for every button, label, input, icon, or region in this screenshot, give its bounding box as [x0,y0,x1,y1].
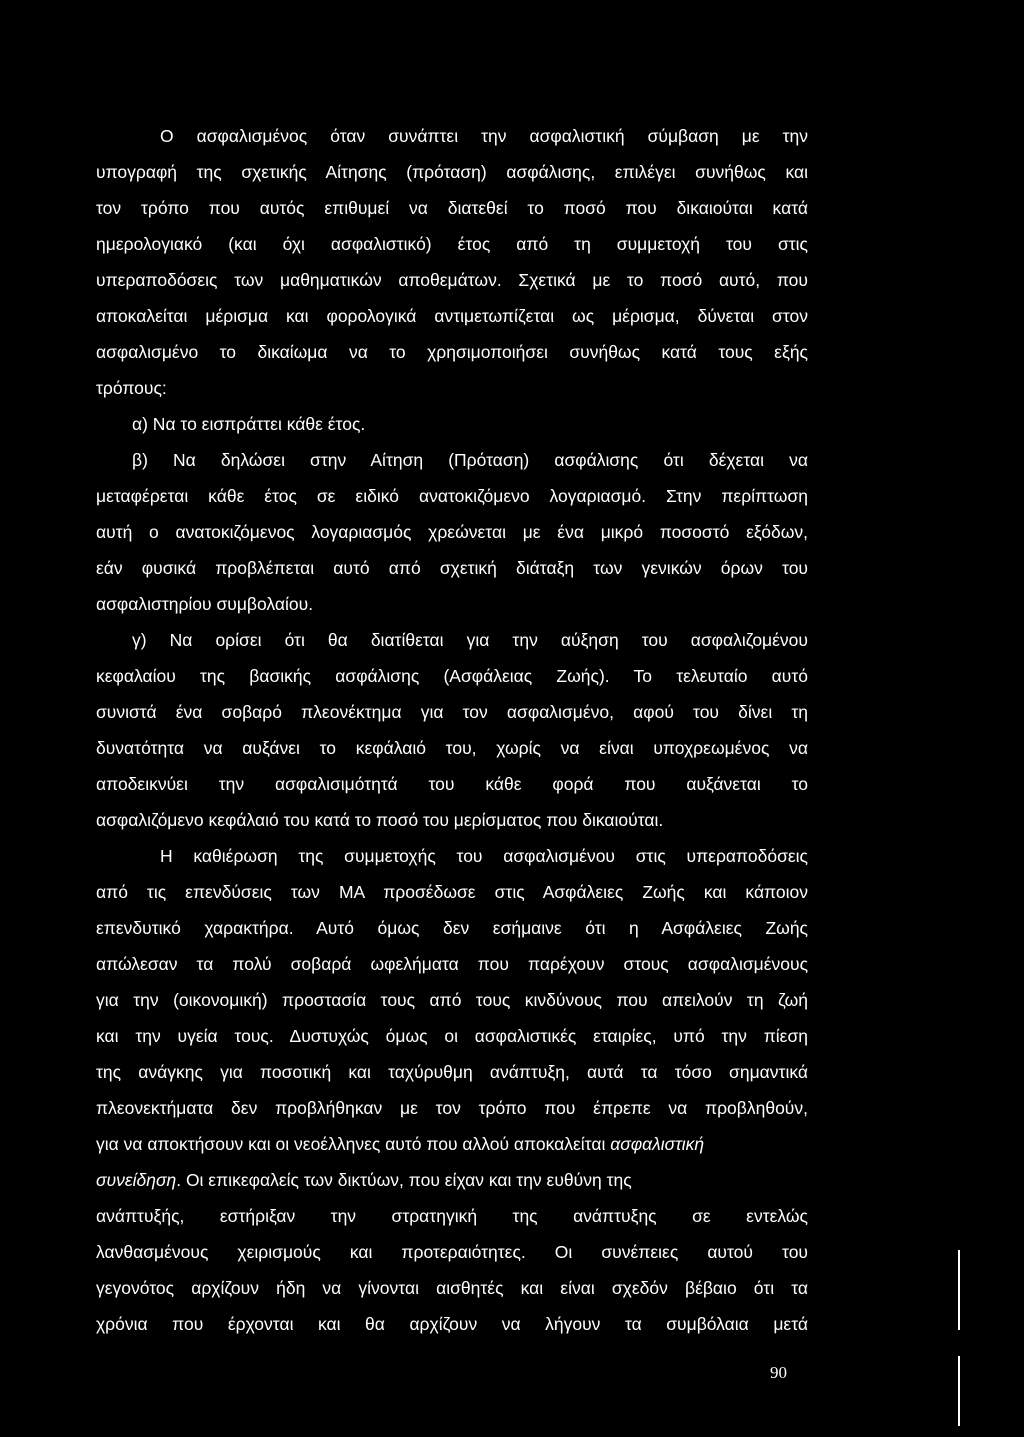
paragraph-line: ασφαλισμένο το δικαίωμα να το χρησιμοποιήσει συνήθως κατά τους εξής [96,342,808,362]
text-run: για να αποκτήσουν και οι νεοέλληνες αυτό που αλλού αποκαλείται [96,1134,606,1154]
paragraph-line [96,1132,704,1156]
paragraph-line: εάν φυσικά προβλέπεται αυτό από σχετική διάταξη των γενικών όρων του [96,558,808,578]
paragraph-line: της ανάγκης για ποσοτική και ταχύρυθμη ανάπτυξη, αυτά τα τόσο σημαντικά [96,1062,808,1082]
list-item-a: α) Να το εισπράττει κάθε έτος. [132,414,366,434]
paragraph-line: και την υγεία τους. Δυστυχώς όμως οι ασφαλιστικές εταιρίες, υπό την πίεση [96,1026,808,1046]
paragraph-line: από τις επενδύσεις των ΜΑ προσέδωσε στις Ασφάλειες Ζωής και κάποιον [96,882,808,902]
page-number: 90 [770,1363,787,1382]
list-item-b: β) Να δηλώσει στην Αίτηση (Πρόταση) ασφάλισης ότι δέχεται να [132,450,808,470]
paragraph-line: κεφαλαίου της βασικής ασφάλισης (Ασφάλειας Ζωής). Το τελευταίο αυτό [96,666,808,686]
paragraph-line: δυνατότητα να αυξάνει το κεφάλαιό του, χωρίς να είναι υποχρεωμένος να [96,738,808,758]
text-run: . Οι επικεφαλείς των δικτύων, που είχαν και την ευθύνη της [176,1170,632,1190]
paragraph-line: χρόνια που έρχονται και θα αρχίζουν να λήγουν τα συμβόλαια μετά [96,1314,808,1334]
paragraph-line: ημερολογιακό (και όχι ασφαλιστικό) έτος από τη συμμετοχή του στις [96,234,808,254]
paragraph-line: συνιστά ένα σοβαρό πλεονέκτημα για τον ασφαλισμένο, αφού του δίνει τη [96,702,808,722]
scan-edge-mark [958,1356,960,1426]
paragraph-line: υπεραποδόσεις των μαθηματικών αποθεμάτων. Σχετικά με το ποσό αυτό, που [96,270,808,290]
paragraph-line: Η καθιέρωση της συμμετοχής του ασφαλισμένου στις υπεραποδόσεις [160,846,808,866]
paragraph-line: αυτή ο ανατοκιζόμενος λογαριασμός χρεώνεται με ένα μικρό ποσοστό εξόδων, [96,522,808,542]
paragraph-line: Ο ασφαλισμένος όταν συνάπτει την ασφαλιστική σύμβαση με την [160,126,808,146]
list-item-c: γ) Να ορίσει ότι θα διατίθεται για την αύξηση του ασφαλιζομένου [132,630,808,650]
paragraph-line: απώλεσαν τα πολύ σοβαρά ωφελήματα που παρέχουν στους ασφαλισμένους [96,954,808,974]
paragraph-line: ασφαλιζόμενο κεφάλαιό του κατά το ποσό του μερίσματος που δικαιούται. [96,810,664,830]
paragraph-line: τον τρόπο που αυτός επιθυμεί να διατεθεί το ποσό που δικαιούται κατά [96,198,808,218]
paragraph-line: αποδεικνύει την ασφαλισιμότητά του κάθε φορά που αυξάνεται το [96,774,808,794]
paragraph-line: για την (οικονομική) προστασία τους από τους κινδύνους που απειλούν τη ζωή [96,990,808,1010]
scan-edge-mark [958,1250,960,1330]
paragraph-line: μεταφέρεται κάθε έτος σε ειδικό ανατοκιζόμενο λογαριασμό. Στην περίπτωση [96,486,808,506]
paragraph-line: τρόπους: [96,378,167,398]
paragraph-line: γεγονότος αρχίζουν ήδη να γίνονται αισθητές και είναι σχεδόν βέβαιο ότι τα [96,1278,808,1298]
italic-term: ασφαλιστική [610,1134,705,1154]
paragraph-line: πλεονεκτήματα δεν προβλήθηκαν με τον τρόπο που έπρεπε να προβληθούν, [96,1098,808,1118]
paragraph-line: αποκαλείται μέρισμα και φορολογικά αντιμετωπίζεται ως μέρισμα, δύνεται στον [96,306,808,326]
paragraph-line: ανάπτυξής, εστήριξαν την στρατηγική της ανάπτυξης σε εντελώς [96,1206,808,1226]
paragraph-line: επενδυτικό χαρακτήρα. Αυτό όμως δεν εσήμαινε ότι η Ασφάλειες Ζωής [96,918,808,938]
paragraph-line: λανθασμένους χειρισμούς και προτεραιότητες. Οι συνέπειες αυτού του [96,1242,808,1262]
paragraph-line: υπογραφή της σχετικής Αίτησης (πρόταση) ασφάλισης, επιλέγει συνήθως και [96,162,808,182]
paragraph-line [96,1168,632,1192]
paragraph-line: ασφαλιστηρίου συμβολαίου. [96,594,314,614]
italic-term: συνείδηση [96,1170,177,1190]
